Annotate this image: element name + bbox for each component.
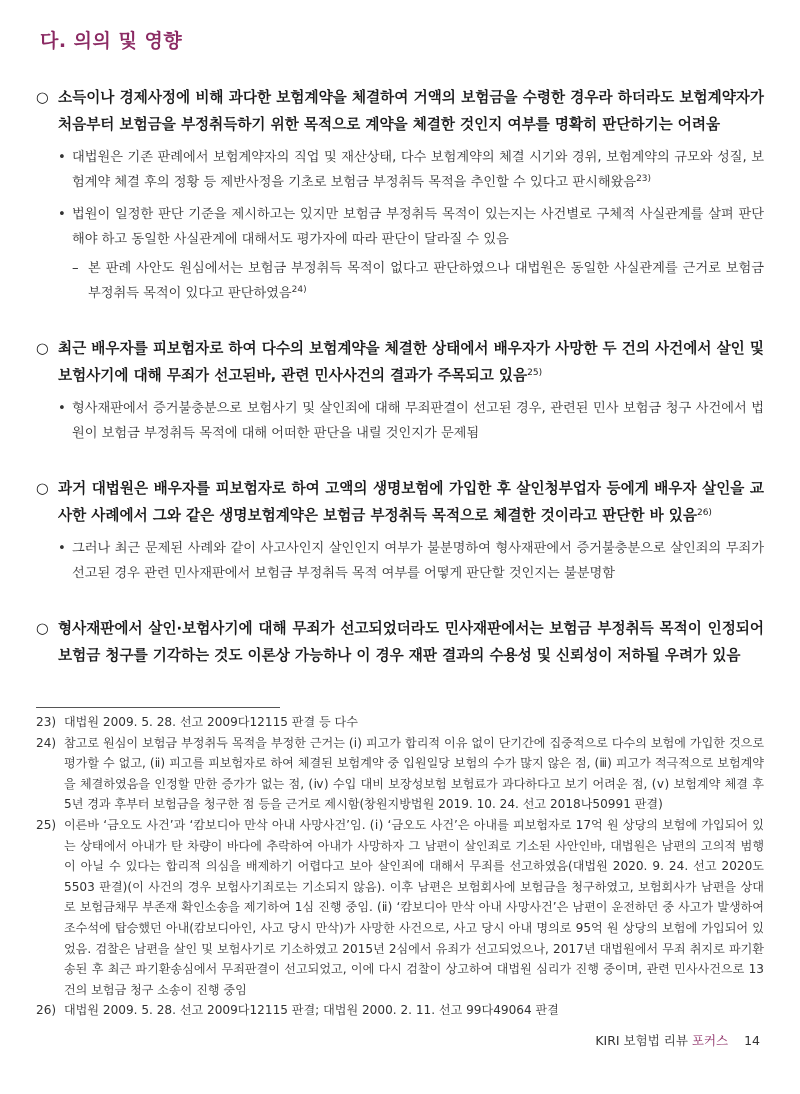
dash-text: 본 판례 사안도 원심에서는 보험금 부정취득 목적이 없다고 판단하였으나 대법원은 동일한 사실관계를 근거로 보험금 부정취득 목적이 있다고 판단하였음 xyxy=(88,261,764,301)
dash-marker: – xyxy=(72,261,79,276)
footnote xyxy=(36,712,764,733)
main-point-text: 최근 배우자를 피보험자로 하여 다수의 보험계약을 체결한 상태에서 배우자가 사망한 두 건의 사건에서 살인 및 보험사기에 대해 무죄가 선고된바, 관련 민사사건의 결과가 주목되고 있음 xyxy=(58,340,764,384)
footnote xyxy=(36,1000,764,1021)
bullet-point xyxy=(36,396,764,446)
footnote-text: 대법원 2009. 5. 28. 선고 2009다12115 판결 등 다수 xyxy=(64,715,358,729)
circle-marker: ○ xyxy=(36,480,49,497)
section-item xyxy=(36,84,764,306)
footnote xyxy=(36,815,764,1000)
footnote-text: 참고로 원심이 보험금 부정취득 목적을 부정한 근거는 (ⅰ) 피고가 합리적 이유 없이 단기간에 집중적으로 다수의 보험에 가입한 것으로 평가할 수 없고, (ⅱ) 피고를 피보험자로 하여 체결된 보험계약 중 입원일당 보험의 수가 많지 않은 점, (ⅲ) 피고가 적극적으로 보험계약을 체결하였음을 인정할 만한 증가가 없는 점, (ⅳ) 수입 대비 보장성보험 보험료가 과다하다고 보기 어려운 점, (ⅴ) 보험계약 체결 후 5년 경과 후부터 보험금을 청구한 점 등을 근거로 제시함(창원지방법원 2019. 10. 24. 선고 2018나50991 판결) xyxy=(64,735,764,812)
section-item xyxy=(36,335,764,446)
section-heading: 다. 의의 및 영향 xyxy=(40,30,183,52)
footnote-ref: 26) xyxy=(696,508,712,518)
main-point xyxy=(36,475,764,529)
footnote xyxy=(36,733,764,815)
footnote-number: 25) xyxy=(36,817,57,832)
bullet-marker: • xyxy=(58,541,66,556)
footnote-number: 23) xyxy=(36,715,57,729)
bullet-marker: • xyxy=(58,207,66,222)
main-content xyxy=(36,84,764,698)
bullet-point xyxy=(36,536,764,586)
bullet-point xyxy=(36,145,764,195)
page-footer xyxy=(595,1031,760,1049)
footnote-text: 이른바 ‘금오도 사건’과 ‘캄보디아 만삭 아내 사망사건’임. (ⅰ) ‘금오도 사건’은 아내를 피보험자로 17억 원 상당의 보험에 가입되어 있는 상태에서 아내가 탄 차량이 바다에 추락하여 아내가 사망하자 그 남편이 살인죄로 기소된 사안인바, 대법원은 남편의 고의적 범행이 아닐 수 있다는 합리적 의심을 배제하기 어렵다고 보아 살인죄에 대해서 무죄를 선고하였음(대법원 2020. 9. 24. 선고 2020도5503 판결)(이 사건의 경우 보험사기죄로는 기소되지 않음). 이후 남편은 보험회사에 보험금을 청구하였고, 보험회사가 남편을 상대로 보험금채무 부존재 확인소송을 제기하여 1심 진행 중임. (ⅱ) ‘캄보디아 만삭 아내 사망사건’은 남편이 운전하던 중 사고가 발생하여 조수석에 탑승했던 아내(캄보디아인, 사고 당시 만삭)가 사망한 사건으로, 사고 당시 아내 명의로 95억 원 상당의 보험에 가입되어 있었음. 검찰은 남편을 살인 및 보험사기로 기소하였고 2015년 2심에서 유죄가 선고되었으나, 2017년 대법원에서 무죄 취지로 파기환송된 후 최근 파기환송심에서 무죄판결이 선고되었고, 이에 다시 검찰이 상고하여 대법원 심리가 진행 중이며, 관련 민사사건으로 13건의 보험금 청구 소송이 진행 중임 xyxy=(64,817,764,997)
section-item xyxy=(36,475,764,586)
main-point-text: 형사재판에서 살인·보험사기에 대해 무죄가 선고되었더라도 민사재판에서는 보험금 부정취득 목적이 인정되어 보험금 청구를 기각하는 것도 이론상 가능하나 이 경우 재판 결과의 수용성 및 신뢰성이 저하될 우려가 있음 xyxy=(58,620,764,664)
footnote-number: 24) xyxy=(36,735,57,750)
footnote-ref: 23) xyxy=(636,174,652,184)
main-point-text: 과거 대법원은 배우자를 피보험자로 하여 고액의 생명보험에 가입한 후 살인청부업자 등에게 배우자 살인을 교사한 사례에서 그와 같은 생명보험계약은 보험금 부정취득 목적으로 체결한 것이라고 판단한 바 있음 xyxy=(58,480,764,524)
main-point xyxy=(36,335,764,389)
circle-marker: ○ xyxy=(36,89,49,106)
page-number: 14 xyxy=(744,1033,760,1048)
dash-point xyxy=(36,256,764,306)
bullet-text: 그러나 최근 문제된 사례와 같이 사고사인지 살인인지 여부가 불분명하여 형사재판에서 증거불충분으로 살인죄의 무죄가 선고된 경우 관련 민사재판에서 보험금 부정취득 목적 여부를 어떻게 판단할 것인지는 불분명함 xyxy=(72,541,764,581)
circle-marker: ○ xyxy=(36,340,49,357)
series-label: 포커스 xyxy=(691,1033,729,1048)
footnote-number: 26) xyxy=(36,1003,57,1018)
main-point-text: 소득이나 경제사정에 비해 과다한 보험계약을 체결하여 거액의 보험금을 수령한 경우라 하더라도 보험계약자가 처음부터 보험금을 부정취득하기 위한 목적으로 계약을 체결한 것인지 여부를 명확히 판단하기는 어려움 xyxy=(58,89,764,133)
bullet-marker: • xyxy=(58,401,66,416)
footnote-text: 대법원 2009. 5. 28. 선고 2009다12115 판결; 대법원 2000. 2. 11. 선고 99다49064 판결 xyxy=(64,1003,559,1018)
main-point xyxy=(36,84,764,138)
footnote-divider xyxy=(36,707,280,708)
bullet-text: 법원이 일정한 판단 기준을 제시하고는 있지만 보험금 부정취득 목적이 있는지는 사건별로 구체적 사실관계를 살펴 판단해야 하고 동일한 사실관계에 대해서도 평가자에 따라 판단이 달라질 수 있음 xyxy=(72,207,764,247)
circle-marker: ○ xyxy=(36,620,49,637)
footnote-ref: 25) xyxy=(527,368,543,378)
section-item xyxy=(36,615,764,669)
main-point xyxy=(36,615,764,669)
bullet-text: 형사재판에서 증거불충분으로 보험사기 및 살인죄에 대해 무죄판결이 선고된 경우, 관련된 민사 보험금 청구 사건에서 법원이 보험금 부정취득 목적에 대해 어떠한 판단을 내릴 것인지가 문제됨 xyxy=(72,401,764,441)
footnotes xyxy=(36,712,764,1021)
bullet-marker: • xyxy=(58,150,66,165)
footnote-ref: 24) xyxy=(291,285,307,295)
bullet-text: 대법원은 기존 판례에서 보험계약자의 직업 및 재산상태, 다수 보험계약의 체결 시기와 경위, 보험계약의 규모와 성질, 보험계약 체결 후의 정황 등 제반사정을 기초로 보험금 부정취득 목적을 추인할 수 있다고 판시해왔음 xyxy=(72,150,764,190)
publication-label: KIRI 보험법 리뷰 xyxy=(595,1033,688,1048)
bullet-point xyxy=(36,202,764,252)
